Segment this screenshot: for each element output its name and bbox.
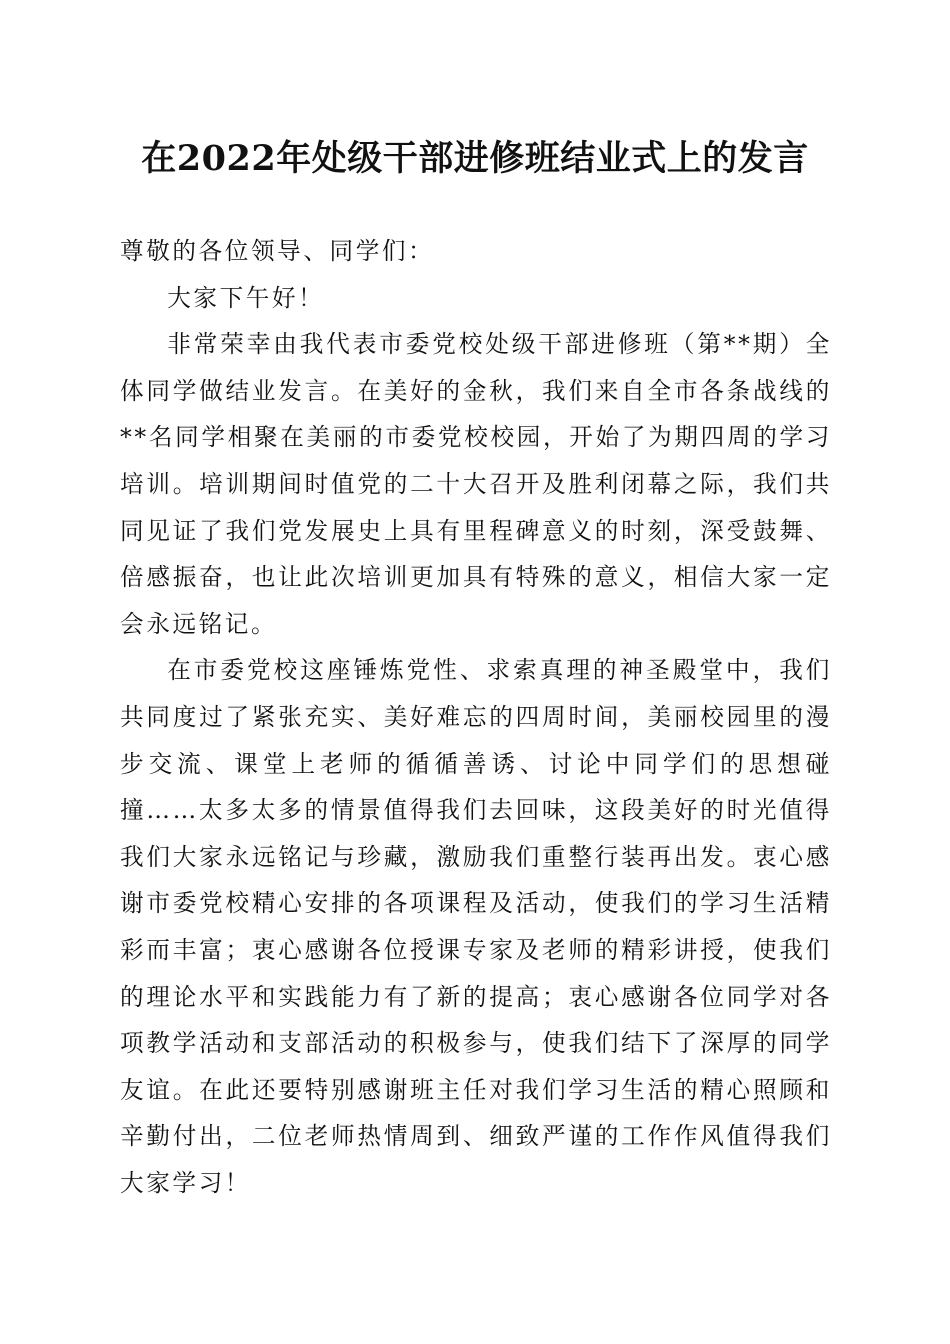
greeting: 大家下午好！ [167,283,325,312]
paragraph: 在市委党校这座锤炼党性、求索真理的神圣殿堂中，我们共同度过了紧张充实、美好难忘的四周时间，美丽校园里的漫步交流、课堂上老师的循循善诱、讨论中同学们的思想碰撞……太多太多的情景值得我们去回味，这段美好的时光值得我们大家永远铭记与珍藏，激励我们重整行装再出发。衷心感谢市委党校精心安排的各项课程及活动，使我们的学习生活精彩而丰富；衷心感谢各位授课专家及老师的精彩讲授，使我们的理论水平和实践能力有了新的提高；衷心感谢各位同学对各项教学活动和支部活动的积极参与，使我们结下了深厚的同学友谊。在此还要特别感谢班主任对我们学习生活的精心照顾和辛勤付出，二位老师热情周到、细致严谨的工作作风值得我们大家学习！ [120,656,832,1197]
paragraph: 非常荣幸由我代表市委党校处级干部进修班（第**期）全体同学做结业发言。在美好的金秋，我们来自全市各条战线的**名同学相聚在美丽的市委党校校园，开始了为期四周的学习培训。培训期间时值党的二十大召开及胜利闭幕之际，我们共同见证了我们党发展史上具有里程碑意义的时刻，深受鼓舞、倍感振奋，也让此次培训更加具有特殊的意义，相信大家一定会永远铭记。 [120,330,832,638]
document-title: 在2022年处级干部进修班结业式上的发言 [141,138,809,179]
salutation: 尊敬的各位领导、同学们： [120,237,435,265]
document-body [120,228,832,1206]
